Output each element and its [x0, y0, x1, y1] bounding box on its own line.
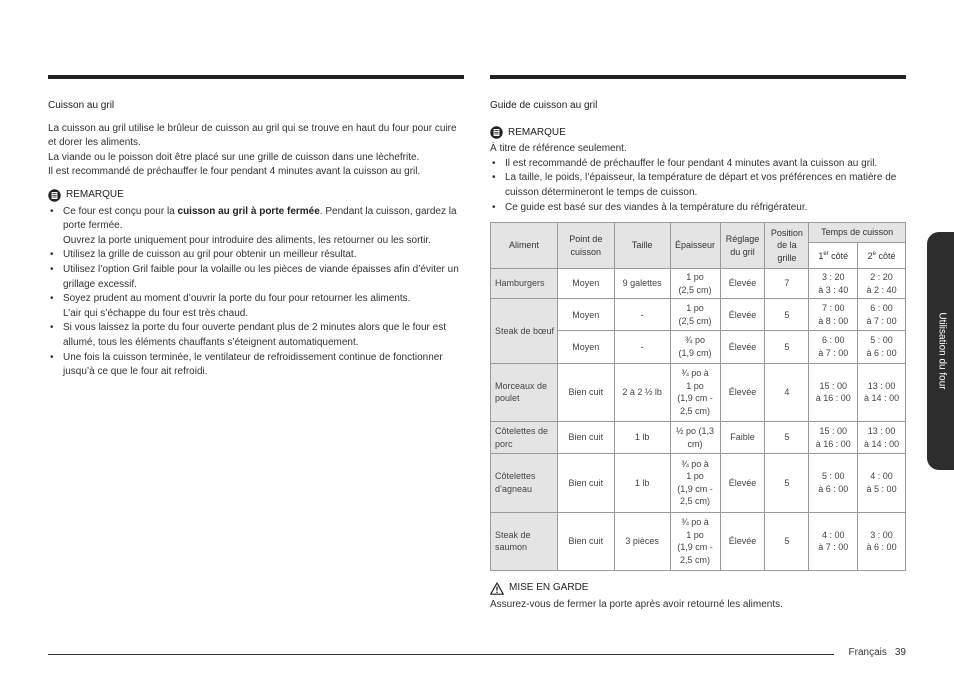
cell-food: Morceaux de poulet — [491, 363, 558, 421]
cell-side2: 2 : 20 à 2 : 40 — [858, 269, 906, 299]
cell-position: 5 — [765, 331, 809, 363]
side2-label: côté — [875, 251, 896, 262]
cell-size: 1 lb — [614, 421, 670, 453]
cell-side2: 5 : 00 à 6 : 00 — [858, 331, 906, 363]
cell-side1: 7 : 00 à 8 : 00 — [809, 299, 858, 331]
cell-side2: 13 : 00 à 14 : 00 — [858, 363, 906, 421]
broil-rack-paragraph: La viande ou le poisson doit être placé sur une grille de cuisson dans une lèchefrite. — [48, 151, 420, 163]
bold-text: cuisson au gril à porte fermée — [177, 205, 320, 217]
cell-position: 5 — [765, 512, 809, 570]
cell-setting: Élevée — [720, 299, 765, 331]
caution-text: Assurez-vous de fermer la porte après avoir retourné les aliments. — [490, 598, 783, 610]
list-item: • Il est recommandé de préchauffer le four pendant 4 minutes avant la cuisson au gril. — [490, 157, 908, 172]
cell-size: 2 à 2 ½ lb — [614, 363, 670, 421]
right-column — [490, 99, 908, 215]
cell-size: 3 pièces — [614, 512, 670, 570]
caution-title: MISE EN GARDE — [509, 582, 589, 593]
bullet-subtext: Ouvrez la porte uniquement pour introduire des aliments, les retourner ou les sortir. — [63, 234, 431, 246]
cell-food: Côtelettes de porc — [491, 421, 558, 453]
cell-food: Steak de saumon — [491, 512, 558, 570]
cell-thickness: ¾ po à 1 po (1,9 cm - 2,5 cm) — [670, 512, 720, 570]
cell-thickness: 1 po (2,5 cm) — [670, 299, 720, 331]
right-top-rule — [490, 75, 906, 79]
list-item: • La taille, le poids, l’épaisseur, la température de départ et vos préférences en matière de cuisson détermineront le temps de cuisson. — [490, 171, 908, 200]
side2-superscript: e — [872, 251, 876, 258]
caution-block — [490, 581, 908, 612]
cell-position: 4 — [765, 363, 809, 421]
cell-doneness: Bien cuit — [557, 512, 614, 570]
cell-side2: 3 : 00 à 6 : 00 — [858, 512, 906, 570]
list-item: • Utilisez l’option Gril faible pour la volaille ou les pièces de viande épaisses afin d’éviter un grillage excessif. — [48, 263, 466, 292]
column-header-size: Taille — [614, 223, 670, 269]
table-row — [491, 269, 906, 299]
note-icon — [490, 126, 503, 139]
cell-food: Hamburgers — [491, 269, 558, 299]
column-header-doneness: Point de cuisson — [557, 223, 614, 269]
caution-header — [490, 581, 908, 596]
broil-intro-paragraph: La cuisson au gril utilise le brûleur de cuisson au gril qui se trouve en haut du four pour cuire et dorer les aliments. — [48, 122, 457, 149]
cell-side2: 6 : 00 à 7 : 00 — [858, 299, 906, 331]
cell-doneness: Moyen — [557, 299, 614, 331]
note-icon — [48, 189, 61, 202]
cell-setting: Élevée — [720, 269, 765, 299]
cell-doneness: Bien cuit — [557, 421, 614, 453]
cell-setting: Élevée — [720, 454, 765, 512]
list-item — [48, 205, 466, 249]
cell-side1: 15 : 00 à 16 : 00 — [809, 421, 858, 453]
column-header-time: Temps de cuisson — [809, 223, 906, 243]
cell-position: 5 — [765, 454, 809, 512]
cell-side2: 13 : 00 à 14 : 00 — [858, 421, 906, 453]
list-item — [48, 292, 466, 321]
cell-setting: Faible — [720, 421, 765, 453]
chapter-side-tab — [927, 232, 954, 470]
side1-label: côté — [828, 251, 849, 262]
cell-side2: 4 : 00 à 5 : 00 — [858, 454, 906, 512]
cell-position: 7 — [765, 269, 809, 299]
column-header-food: Aliment — [491, 223, 558, 269]
note-header — [48, 188, 466, 203]
column-header-thickness: Épaisseur — [670, 223, 720, 269]
left-top-rule — [48, 75, 464, 79]
side1-superscript: er — [823, 251, 829, 258]
list-item: • Utilisez la grille de cuisson au gril pour obtenir un meilleur résultat. — [48, 248, 466, 263]
page-number: 39 — [894, 647, 906, 658]
cell-thickness: ¾ po (1,9 cm) — [670, 331, 720, 363]
cell-doneness: Bien cuit — [557, 454, 614, 512]
cell-side1: 15 : 00 à 16 : 00 — [809, 363, 858, 421]
bullet-text: Ce four est conçu pour la — [63, 205, 178, 217]
table-row — [491, 512, 906, 570]
cell-setting: Élevée — [720, 512, 765, 570]
cell-food: Côtelettes d’agneau — [491, 454, 558, 512]
cell-thickness: 1 po (2,5 cm) — [670, 269, 720, 299]
chapter-side-tab-label: Utilisation du four — [935, 312, 947, 390]
note-intro: À titre de référence seulement. — [490, 143, 627, 155]
guide-bullet-list — [490, 157, 908, 215]
warning-triangle-icon — [490, 582, 504, 595]
note-header — [490, 126, 908, 141]
cell-size: 9 galettes — [614, 269, 670, 299]
cell-doneness: Bien cuit — [557, 363, 614, 421]
column-header-setting: Réglage du gril — [720, 223, 765, 269]
cell-thickness: ½ po (1,3 cm) — [670, 421, 720, 453]
cell-side1: 5 : 00 à 6 : 00 — [809, 454, 858, 512]
footer-language: Français — [848, 647, 887, 658]
cell-side1: 6 : 00 à 7 : 00 — [809, 331, 858, 363]
left-column — [48, 99, 466, 380]
cell-side1: 3 : 20 à 3 : 40 — [809, 269, 858, 299]
note-title: REMARQUE — [508, 126, 566, 138]
side2-number: 2 — [867, 251, 873, 262]
broil-guide-table — [490, 222, 906, 571]
cell-thickness: ¾ po à 1 po (1,9 cm - 2,5 cm) — [670, 363, 720, 421]
cell-thickness: ¾ po à 1 po (1,9 cm - 2,5 cm) — [670, 454, 720, 512]
cell-doneness: Moyen — [557, 269, 614, 299]
bullet-text: Soyez prudent au moment d’ouvrir la porte du four pour retourner les aliments. — [63, 293, 411, 305]
section-heading-broil: Cuisson au gril — [48, 100, 115, 111]
table-body — [491, 269, 906, 571]
bullet-text: . Pendant la cuisson, gardez la porte fermée. — [63, 205, 457, 232]
note-bullet-list — [48, 205, 466, 380]
cell-size: - — [614, 331, 670, 363]
cell-food: Steak de bœuf — [491, 299, 558, 363]
section-heading-broil-guide: Guide de cuisson au gril — [490, 100, 598, 111]
cell-setting: Élevée — [720, 331, 765, 363]
cell-position: 5 — [765, 421, 809, 453]
bullet-subtext: L’air qui s’échappe du four est très chaud. — [63, 307, 249, 319]
table-row — [491, 421, 906, 453]
cell-size: 1 lb — [614, 454, 670, 512]
cell-side1: 4 : 00 à 7 : 00 — [809, 512, 858, 570]
cell-setting: Élevée — [720, 363, 765, 421]
footer — [849, 646, 906, 661]
cell-doneness: Moyen — [557, 331, 614, 363]
list-item: • Si vous laissez la porte du four ouverte pendant plus de 2 minutes alors que le four est allumé, tous les éléments chauffants s’éteignent automatiquement. — [48, 321, 466, 350]
table-row — [491, 363, 906, 421]
table-row — [491, 454, 906, 512]
cell-position: 5 — [765, 299, 809, 331]
column-header-side1 — [809, 243, 858, 269]
table-row — [491, 299, 906, 331]
list-item: • Une fois la cuisson terminée, le ventilateur de refroidissement continue de fonctionner jusqu’à ce que le four ait refroidi. — [48, 351, 466, 380]
note-title: REMARQUE — [66, 188, 124, 200]
column-header-side2 — [858, 243, 906, 269]
column-header-position: Position de la grille — [765, 223, 809, 269]
side1-number: 1 — [818, 251, 824, 262]
cell-size: - — [614, 299, 670, 331]
broil-preheat-paragraph: Il est recommandé de préchauffer le four pendant 4 minutes avant la cuisson au gril. — [48, 166, 421, 178]
list-item: • Ce guide est basé sur des viandes à la température du réfrigérateur. — [490, 201, 908, 216]
footer-rule — [48, 654, 834, 655]
